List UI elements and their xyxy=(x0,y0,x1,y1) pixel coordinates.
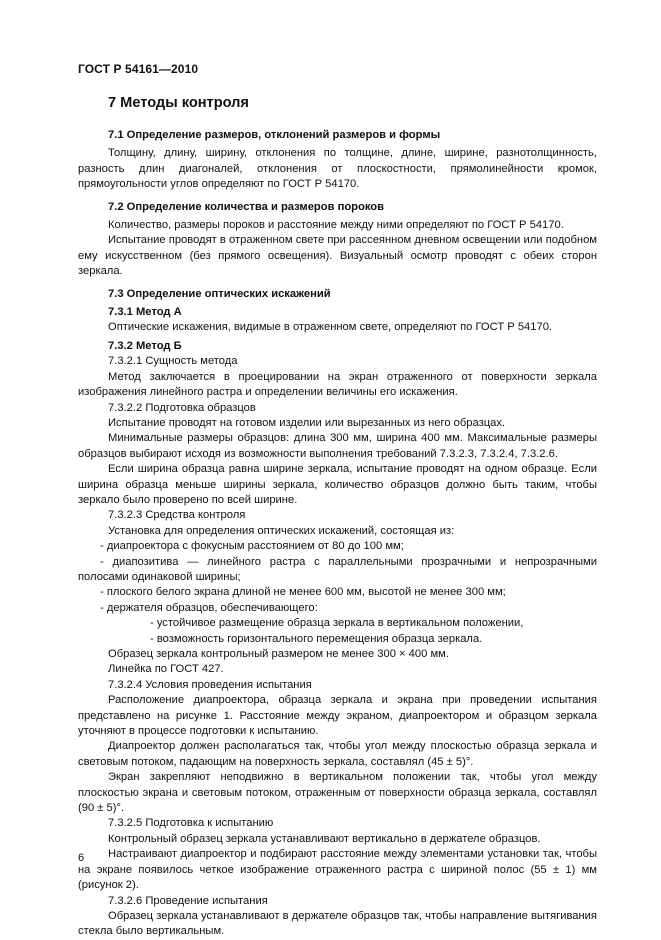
paragraph: Диапроектор должен располагаться так, чтобы угол между плоскостью образца зеркала и световым потоком, падающим на поверхность зеркала, составлял (45 ± 5)°. xyxy=(78,740,597,768)
paragraph: Образец зеркала контрольный размером не менее 300 × 400 мм. xyxy=(108,648,449,660)
clause-7-3-2-4-title: 7.3.2.4 Условия проведения испытания xyxy=(108,678,312,691)
paragraph: Расположение диапроектора, образца зеркала и экрана при проведении испытания представлено на рисунке 1. Расстояние между экраном, диапроектором и образцом зеркала уточняют в процессе подготовки к испытанию. xyxy=(78,694,597,738)
paragraph: Толщину, длину, ширину, отклонения по толщине, длине, ширине, разнотолщинность, разность длин диагоналей, отклонения от плоскостности, прямолинейности кромок, прямоугольности углов определяют по ГОСТ Р 54170. xyxy=(78,147,597,191)
paragraph: Экран закрепляют неподвижно в вертикальном положении так, чтобы угол между плоскостью экрана и световым потоком, отраженным от поверхности образца зеркала, составлял (90 ± 5)°. xyxy=(78,771,597,815)
clause-7-3-2-5-title: 7.3.2.5 Подготовка к испытанию xyxy=(108,817,274,830)
paragraph: Метод заключается в проецировании на экран отраженного от поверхности зеркала изображения линейного растра и определении величины его искажения. xyxy=(78,370,597,399)
subsection-7-1-title: 7.1 Определение размеров, отклонений размеров и формы xyxy=(108,129,441,141)
paragraph: Если ширина образца равна ширине зеркала, испытание проводят на одном образце. Если ширина образца меньше ширины зеркала, количество образцов должно быть таким, чтобы зеркало было проверено по всей ширине. xyxy=(78,463,597,506)
clause-7-3-2-1-title: 7.3.2.1 Сущность метода xyxy=(108,355,238,368)
list-item: - диапроектора с фокусным расстоянием от 80 до 100 мм; xyxy=(100,540,404,553)
paragraph: Образец зеркала устанавливают в держателе образцов так, чтобы направление вытягивания стекла было вертикальным. xyxy=(78,909,597,938)
sub-list-item: - устойчивое размещение образца зеркала в вертикальном положении, xyxy=(150,617,524,630)
subsection-7-2-title: 7.2 Определение количества и размеров пороков xyxy=(108,200,384,213)
method-b-title: 7.3.2 Метод Б xyxy=(108,339,182,352)
paragraph: Испытание проводят в отраженном свете при рассеянном дневном освещении или подобном ему искусственном (без прямого освещения). Визуальный осмотр проводят с обеих сторон зеркала. xyxy=(78,234,597,278)
subsection-7-3-title: 7.3 Определение оптических искажений xyxy=(108,287,331,300)
paragraph: Испытание проводят на готовом изделии или вырезанных из него образцах. xyxy=(108,416,506,429)
paragraph: Количество, размеры пороков и расстояние между ними определяют по ГОСТ Р 54170. xyxy=(108,219,564,232)
sub-list-item: - возможность горизонтального перемещения образца зеркала. xyxy=(150,632,483,645)
paragraph: Оптические искажения, видимые в отраженном свете, определяют по ГОСТ Р 54170. xyxy=(108,321,553,334)
list-item: - держателя образцов, обеспечивающего: xyxy=(100,601,318,614)
clause-7-3-2-6-title: 7.3.2.6 Проведение испытания xyxy=(108,894,268,907)
paragraph: Установка для определения оптических искажений, состоящая из: xyxy=(108,524,455,537)
page-content xyxy=(78,94,597,940)
paragraph: Линейка по ГОСТ 427. xyxy=(108,663,224,676)
page-number: 6 xyxy=(78,852,85,864)
paragraph: Настраивают диапроектор и подбирают расстояние между элементами установки так, чтобы на экране появилось четкое изображение отраженного растра с шириной полос (55 ± 1) мм (рисунок 2). xyxy=(78,848,597,892)
paragraph: Контрольный образец зеркала устанавливают вертикально в держателе образцов. xyxy=(108,832,541,845)
list-item: - плоского белого экрана длиной не менее 600 мм, высотой не менее 300 мм; xyxy=(100,586,506,599)
standard-header: ГОСТ Р 54161—2010 xyxy=(78,62,199,76)
section-title: 7 Методы контроля xyxy=(108,95,249,111)
clause-7-3-2-3-title: 7.3.2.3 Средства контроля xyxy=(108,509,246,522)
clause-7-3-2-2-title: 7.3.2.2 Подготовка образцов xyxy=(108,401,256,414)
method-a-title: 7.3.1 Метод А xyxy=(108,306,182,319)
list-item: - диапозитива — линейного растра с параллельными прозрачными и непрозрачными полосами одинаковой ширины; xyxy=(78,555,597,583)
paragraph: Минимальные размеры образцов: длина 300 мм, ширина 400 мм. Максимальные размеры образцов выбирают исходя из возможности выполнения требований 7.3.2.3, 7.3.2.4, 7.3.2.6. xyxy=(78,432,597,460)
